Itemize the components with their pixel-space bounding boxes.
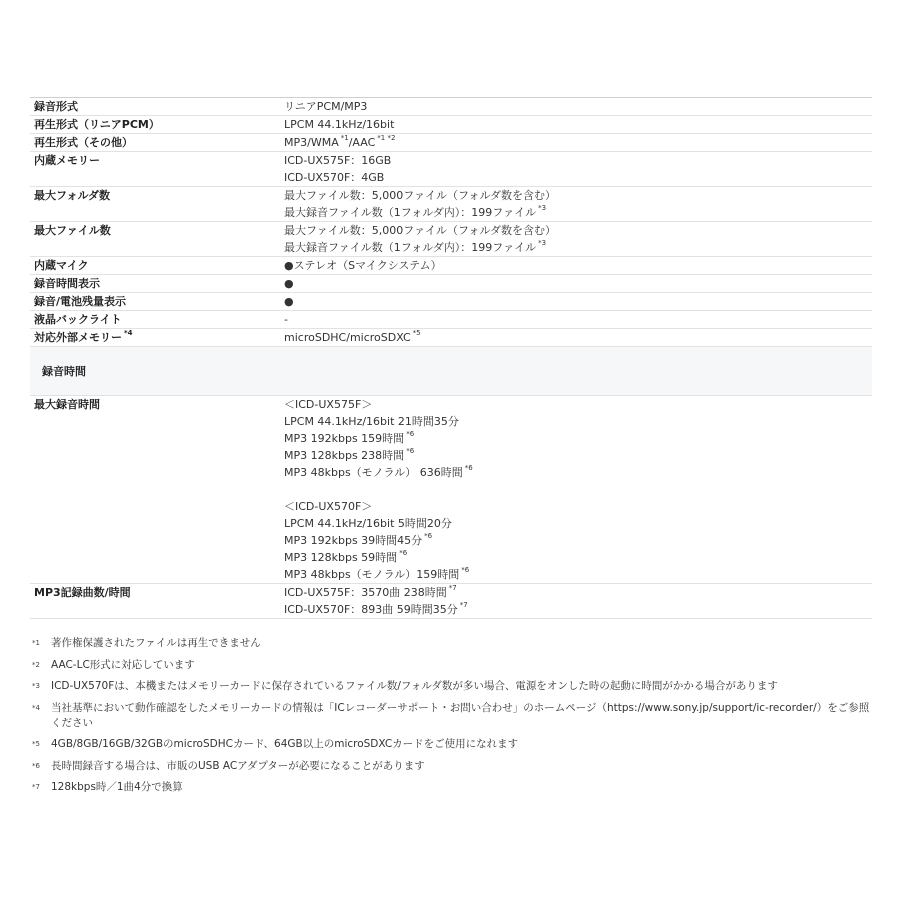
value-line bbox=[284, 257, 872, 274]
value-text: 最大録音ファイル数（1フォルダ内）：199ファイル bbox=[284, 241, 537, 254]
value-line bbox=[284, 134, 872, 151]
spec-key-label: 録音/電池残量表示 bbox=[34, 295, 127, 308]
value-text: リニアPCM/MP3 bbox=[284, 100, 368, 113]
spec-value bbox=[280, 293, 872, 311]
footnote-ref: *6 bbox=[464, 464, 473, 473]
footnote bbox=[30, 679, 875, 694]
value-line bbox=[284, 222, 872, 239]
value-line bbox=[284, 329, 872, 346]
spec-key-label: 再生形式（その他） bbox=[34, 136, 133, 149]
spec-value bbox=[280, 152, 872, 187]
spec-value bbox=[280, 257, 872, 275]
spec-row bbox=[30, 293, 872, 311]
spec-row bbox=[30, 275, 872, 293]
footnote-ref: *4 bbox=[124, 329, 133, 338]
value-line bbox=[284, 275, 872, 292]
value-text: LPCM 44.1kHz/16bit 5時間20分 bbox=[284, 517, 452, 530]
spec-key bbox=[30, 152, 280, 187]
spec-row bbox=[30, 257, 872, 275]
value-text: LPCM 44.1kHz/16bit 21時間35分 bbox=[284, 415, 459, 428]
footnote-mark: *3 bbox=[32, 682, 40, 690]
spec-value bbox=[280, 275, 872, 293]
spec-value bbox=[280, 311, 872, 329]
spec-key-label: 内蔵マイク bbox=[34, 259, 89, 272]
footnote-ref: *1 bbox=[340, 134, 349, 143]
footnote-mark: *6 bbox=[32, 761, 40, 770]
spec-key-label: 録音形式 bbox=[34, 100, 78, 113]
spec-row bbox=[30, 152, 872, 187]
value-line bbox=[284, 239, 872, 256]
spec-key bbox=[30, 311, 280, 329]
value-text: ICD-UX575F：3570曲 238時間 bbox=[284, 586, 447, 599]
value-text: 最大ファイル数：5,000ファイル（フォルダ数を含む） bbox=[284, 189, 557, 202]
spec-key-label: 録音時間表示 bbox=[34, 277, 100, 290]
spec-key bbox=[30, 257, 280, 275]
value-line bbox=[284, 396, 872, 413]
footnote-ref: *6 bbox=[406, 430, 415, 439]
value-line bbox=[284, 515, 872, 532]
spec-key-label: 再生形式（リニアPCM） bbox=[34, 118, 160, 131]
spec-row bbox=[30, 98, 872, 116]
spec-table bbox=[30, 97, 872, 619]
value-text: MP3 192kbps 39時間45分 bbox=[284, 534, 423, 547]
spec-value bbox=[280, 584, 872, 619]
value-text: MP3/WMA bbox=[284, 136, 339, 149]
value-line bbox=[284, 187, 872, 204]
value-text: MP3 128kbps 238時間 bbox=[284, 449, 405, 462]
footnote-text: ICD-UX570Fは、本機またはメモリーカードに保存されているファイル数/フォルダ数が多い場合、電源をオンした時の起動に時間がかかる場合があります bbox=[51, 680, 778, 692]
value-line bbox=[284, 601, 872, 618]
spec-key bbox=[30, 116, 280, 134]
spec-key bbox=[30, 584, 280, 619]
value-text: MP3 128kbps 59時間 bbox=[284, 551, 398, 564]
value-line bbox=[284, 430, 872, 447]
value-line bbox=[284, 293, 872, 310]
value-line bbox=[284, 169, 872, 186]
section-row bbox=[30, 347, 872, 396]
footnote-text: 当社基準において動作確認をしたメモリーカードの情報は「ICレコーダーサポート・お問い合わせ」のホームページ（https://www.sony.jp/support/ic-recorder/）をご参照ください bbox=[51, 701, 870, 729]
footnote bbox=[30, 636, 875, 651]
value-line bbox=[284, 413, 872, 430]
line-gap bbox=[284, 481, 872, 498]
spec-value bbox=[280, 116, 872, 134]
value-text: - bbox=[284, 313, 288, 326]
footnote-ref: *7 bbox=[459, 601, 468, 610]
value-text: /AAC bbox=[348, 136, 376, 149]
spec-key-label: 対応外部メモリー bbox=[34, 331, 122, 344]
footnote-mark: *7 bbox=[32, 783, 40, 791]
value-text: ● bbox=[284, 277, 294, 290]
footnote-text: 4GB/8GB/16GB/32GBのmicroSDHCカード、64GB以上のmicroSDXCカードをご使用になれます bbox=[51, 738, 519, 750]
footnote-ref: *6 bbox=[424, 532, 433, 541]
footnote-mark: *4 bbox=[32, 703, 40, 712]
footnote-ref: *5 bbox=[412, 329, 421, 338]
footnote-ref: *6 bbox=[399, 549, 408, 558]
footnote bbox=[30, 780, 875, 795]
spec-row bbox=[30, 222, 872, 257]
spec-row bbox=[30, 134, 872, 152]
spec-value bbox=[280, 134, 872, 152]
value-text: ＜ICD-UX575F＞ bbox=[284, 398, 373, 411]
value-text: 最大録音ファイル数（1フォルダ内）：199ファイル bbox=[284, 206, 537, 219]
value-line bbox=[284, 204, 872, 221]
footnote-ref: *6 bbox=[461, 566, 470, 575]
spec-row bbox=[30, 584, 872, 619]
spec-key bbox=[30, 396, 280, 584]
spec-value bbox=[280, 396, 872, 584]
value-text: ICD-UX570F：4GB bbox=[284, 171, 385, 184]
spec-key-label: 最大フォルダ数 bbox=[34, 189, 111, 202]
footnotes bbox=[30, 636, 875, 802]
spec-row bbox=[30, 329, 872, 347]
value-text: MP3 48kbps（モノラル）159時間 bbox=[284, 568, 460, 581]
value-line bbox=[284, 311, 872, 328]
value-line bbox=[284, 116, 872, 133]
value-text: ICD-UX575F：16GB bbox=[284, 154, 392, 167]
value-line bbox=[284, 549, 872, 566]
footnote bbox=[30, 701, 875, 731]
spec-key-label: 内蔵メモリー bbox=[34, 154, 100, 167]
value-line bbox=[284, 464, 872, 481]
value-text: MP3 48kbps（モノラル） 636時間 bbox=[284, 466, 463, 479]
value-line bbox=[284, 584, 872, 601]
footnote-text: 128kbps時／1曲4分で換算 bbox=[51, 781, 183, 793]
spec-value bbox=[280, 329, 872, 347]
value-text: ●ステレオ（Sマイクシステム） bbox=[284, 259, 442, 272]
spec-key bbox=[30, 293, 280, 311]
footnote-ref: *3 bbox=[538, 239, 547, 248]
spec-row bbox=[30, 396, 872, 584]
spec-key bbox=[30, 222, 280, 257]
spec-key-label: 液晶バックライト bbox=[34, 313, 122, 326]
section-title: 録音時間 bbox=[30, 347, 872, 396]
footnote-mark: *1 bbox=[32, 639, 40, 647]
spec-key-label: MP3記録曲数/時間 bbox=[34, 586, 131, 599]
footnote-text: 長時間録音する場合は、市販のUSB ACアダプターが必要になることがあります bbox=[51, 759, 425, 772]
value-text: microSDHC/microSDXC bbox=[284, 331, 411, 344]
value-line bbox=[284, 566, 872, 583]
value-line bbox=[284, 98, 872, 115]
spec-key bbox=[30, 98, 280, 116]
footnote-ref: *1 *2 bbox=[377, 134, 396, 143]
value-line bbox=[284, 152, 872, 169]
spec-value bbox=[280, 98, 872, 116]
spec-value bbox=[280, 187, 872, 222]
footnote-ref: *6 bbox=[406, 447, 415, 456]
footnote-text: AAC-LC形式に対応しています bbox=[51, 658, 195, 671]
spec-row bbox=[30, 116, 872, 134]
footnote-mark: *5 bbox=[32, 740, 40, 748]
footnote-text: 著作権保護されたファイルは再生できません bbox=[51, 637, 261, 649]
value-line bbox=[284, 498, 872, 515]
value-text: ＜ICD-UX570F＞ bbox=[284, 500, 373, 513]
footnote bbox=[30, 759, 875, 774]
spec-key-label: 最大録音時間 bbox=[34, 398, 100, 411]
footnote bbox=[30, 658, 875, 673]
value-text: MP3 192kbps 159時間 bbox=[284, 432, 405, 445]
footnote-ref: *7 bbox=[448, 584, 457, 593]
value-text: ICD-UX570F：893曲 59時間35分 bbox=[284, 603, 458, 616]
spec-key-label: 最大ファイル数 bbox=[34, 224, 111, 237]
spec-key bbox=[30, 187, 280, 222]
value-text: LPCM 44.1kHz/16bit bbox=[284, 118, 395, 131]
spec-key bbox=[30, 275, 280, 293]
value-line bbox=[284, 447, 872, 464]
spec-row bbox=[30, 311, 872, 329]
footnote bbox=[30, 737, 875, 752]
footnote-ref: *3 bbox=[538, 204, 547, 213]
spec-row bbox=[30, 187, 872, 222]
spec-key bbox=[30, 329, 280, 347]
footnote-mark: *2 bbox=[32, 660, 40, 669]
value-text: ● bbox=[284, 295, 294, 308]
spec-value bbox=[280, 222, 872, 257]
value-text: 最大ファイル数：5,000ファイル（フォルダ数を含む） bbox=[284, 224, 557, 237]
value-line bbox=[284, 532, 872, 549]
spec-key bbox=[30, 134, 280, 152]
